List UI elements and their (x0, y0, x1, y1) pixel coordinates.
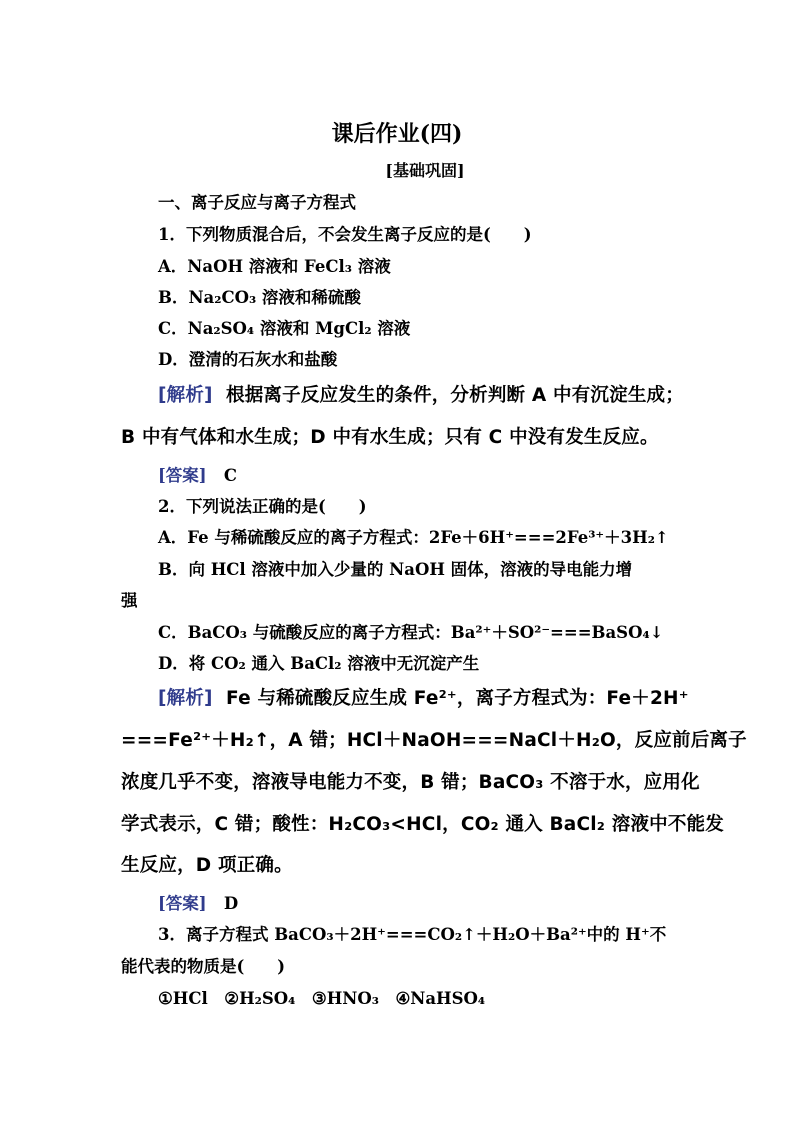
page-title: 课后作业(四) (331, 121, 463, 147)
q1-option-a: A．NaOH 溶液和 FeCl₃ 溶液 (158, 257, 391, 276)
q2-option-a: A．Fe 与稀硫酸反应的离子方程式：2Fe＋6H⁺===2Fe³⁺＋3H₂↑ (158, 528, 669, 547)
q2-analysis-line-2: ===Fe²⁺＋H₂↑，A 错；HCl＋NaOH===NaCl＋H₂O，反应前后离子 (121, 730, 747, 751)
q1-analysis-line-1 (0, 386, 794, 406)
q1-analysis-line-2: B 中有气体和水生成；D 中有水生成；只有 C 中没有发生反应。 (121, 427, 659, 448)
q1-option-c: C．Na₂SO₄ 溶液和 MgCl₂ 溶液 (158, 319, 411, 338)
q1-option-b: B．Na₂CO₃ 溶液和稀硫酸 (158, 288, 361, 307)
q3-stem-line-1: 3．离子方程式 BaCO₃＋2H⁺===CO₂↑＋H₂O＋Ba²⁺中的 H⁺不 (158, 925, 667, 944)
q1-stem: 1．下列物质混合后，不会发生离子反应的是( ) (158, 225, 532, 244)
section-heading: 一、离子反应与离子方程式 (158, 193, 356, 212)
q2-analysis-text-1: Fe 与稀硫酸反应生成 Fe²⁺，离子方程式为：Fe＋2H⁺ (226, 688, 689, 709)
q2-analysis-line-4: 学式表示，C 错；酸性：H₂CO₃<HCl，CO₂ 通入 BaCl₂ 溶液中不能发 (121, 814, 724, 835)
q3-options: ①HCl ②H₂SO₄ ③HNO₃ ④NaHSO₄ (158, 989, 486, 1008)
q2-option-c: C．BaCO₃ 与硫酸反应的离子方程式：Ba²⁺＋SO²⁻===BaSO₄↓ (158, 623, 664, 642)
q1-analysis-text-1: 根据离子反应发生的条件，分析判断 A 中有沉淀生成； (226, 385, 684, 406)
q2-answer (0, 894, 794, 914)
q2-answer-value: D (223, 894, 239, 913)
q2-answer-tag: [答案] (158, 894, 207, 913)
q1-answer-value: C (223, 466, 237, 485)
q3-stem-line-2: 能代表的物质是( ) (121, 957, 286, 976)
q2-analysis-tag: [解析] (158, 688, 213, 709)
q1-analysis-tag: [解析] (158, 385, 213, 406)
q2-analysis-line-3: 浓度几乎不变，溶液导电能力不变，B 错；BaCO₃ 不溶于水，应用化 (121, 772, 700, 793)
q1-answer-tag: [答案] (158, 466, 207, 485)
q2-option-b-line-2: 强 (121, 591, 138, 610)
subtitle: [基础巩固] (385, 161, 465, 180)
q1-option-d: D．澄清的石灰水和盐酸 (158, 350, 338, 369)
q2-option-d: D．将 CO₂ 通入 BaCl₂ 溶液中无沉淀产生 (158, 654, 480, 673)
q2-stem: 2．下列说法正确的是( ) (158, 497, 367, 516)
q2-analysis-line-1 (0, 689, 794, 709)
q2-analysis-line-5: 生反应，D 项正确。 (121, 855, 293, 876)
q1-answer (0, 466, 794, 486)
q2-option-b-line-1: B．向 HCl 溶液中加入少量的 NaOH 固体，溶液的导电能力增 (158, 560, 633, 579)
